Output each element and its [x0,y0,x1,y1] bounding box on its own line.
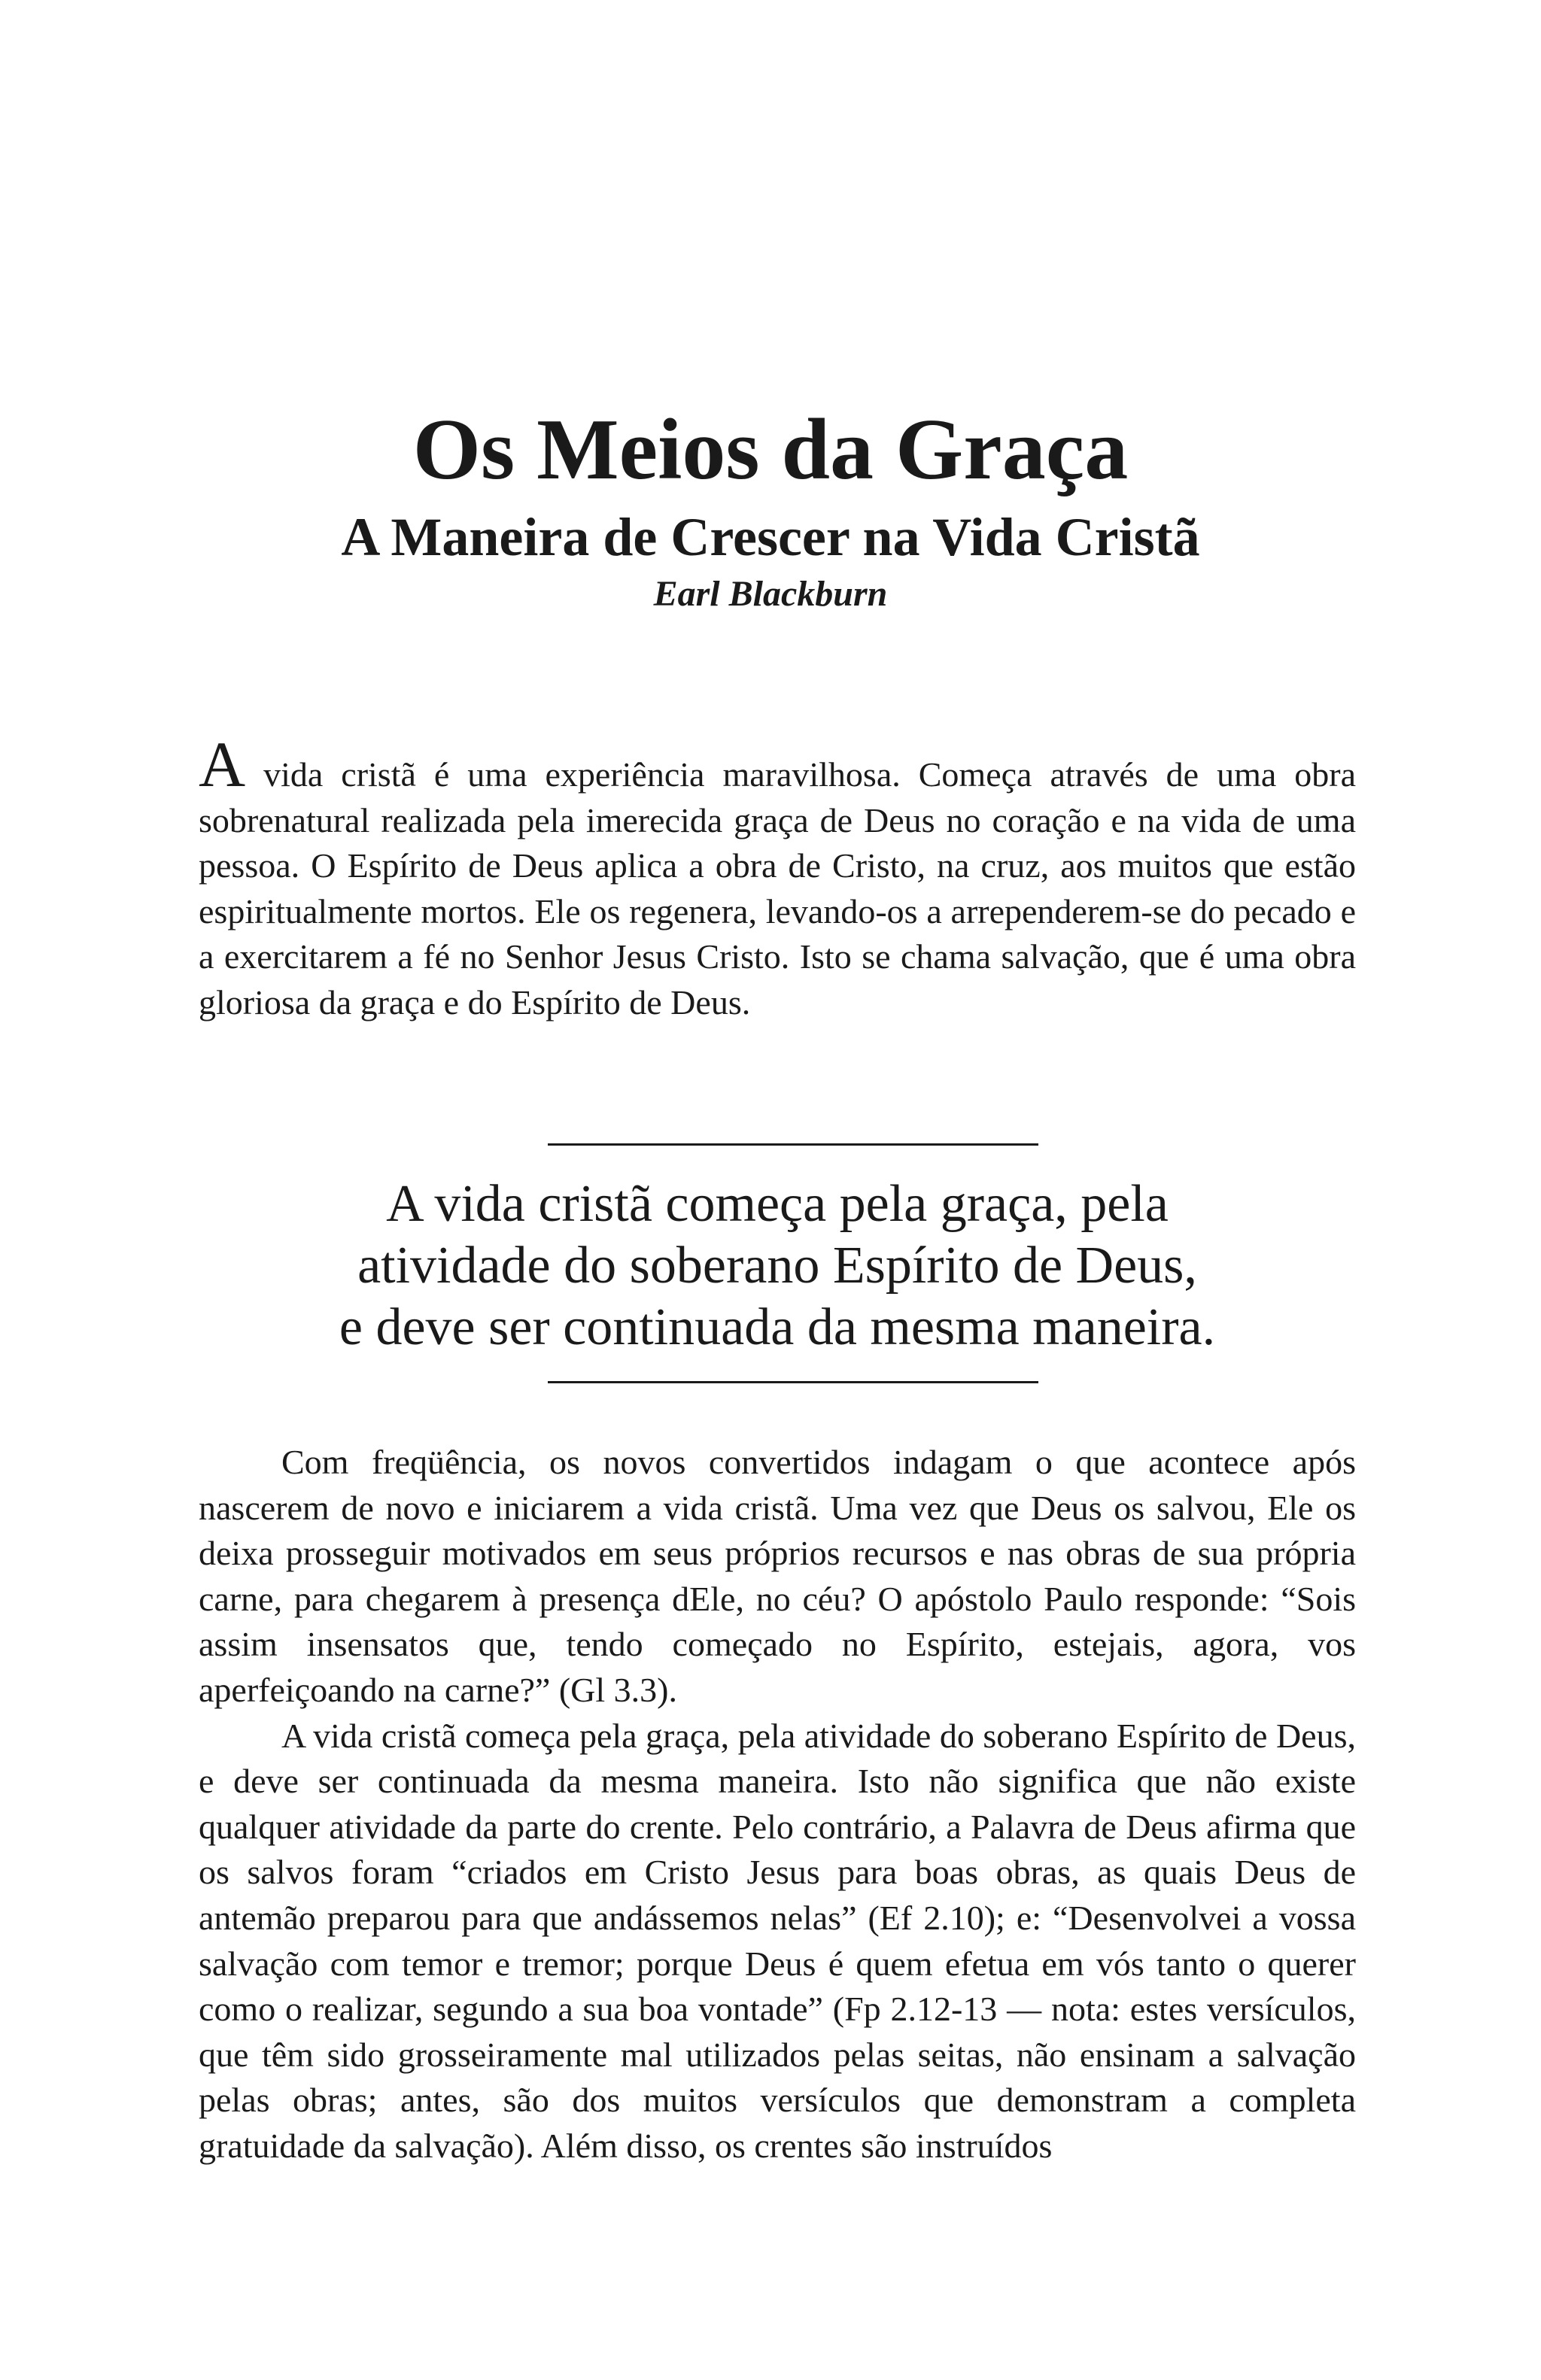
pull-quote-bottom-rule [548,1381,1038,1383]
pull-quote-line: A vida cristã começa pela graça, pela [386,1175,1169,1233]
document-subtitle: A Maneira de Crescer na Vida Cristã [341,507,1200,567]
pull-quote-line: e deve ser continuada da mesma maneira. [339,1298,1216,1356]
pull-quote [199,1173,1356,1358]
document-title: Os Meios da Graça [412,402,1129,498]
drop-cap: A [199,728,246,800]
intro-section [199,728,1357,1026]
body-paragraph: Com freqüência, os novos convertidos indagam o que acontece após nascerem de novo e iniciarem a vida cristã. Uma vez que Deus os salvou, Ele os deixa prosseguir motivados em seus próprios recursos e nas obras de sua própria carne, para chegarem à presença dEle, no céu? O apóstolo Paulo responde: “Sois assim insensatos que, tendo começado no Espírito, estejais, agora, vos aperfeiçoando na carne?” (Gl 3.3). [199,1443,1356,1709]
intro-paragraph [199,728,1357,1026]
pull-quote-top-rule [548,1143,1038,1146]
body-section [199,1440,1356,2169]
intro-text: vida cristã é uma experiência maravilhosa. Começa através de uma obra sobrenatural realizada pela imerecida graça de Deus no coração e na vida de uma pessoa. O Espírito de Deus aplica a obra de Cristo, na cruz, aos muitos que estão espiritualmente mortos. Ele os regenera, levando-os a arrependerem-se do pecado e a exercitarem a fé no Senhor Jesus Cristo. Isto se chama salvação, que é uma obra gloriosa da graça e do Espírito de Deus. [199,755,1357,1022]
pull-quote-line: atividade do soberano Espírito de Deus, [357,1237,1197,1295]
body-paragraph: A vida cristã começa pela graça, pela atividade do soberano Espírito de Deus, e deve ser continuada da mesma maneira. Isto não significa que não existe qualquer atividade da parte do crente. Pelo contrário, a Palavra de Deus afirma que os salvos foram “criados em Cristo Jesus para boas obras, as quais Deus de antemão preparou para que andássemos nelas” (Ef 2.10); e: “Desenvolvei a vossa salvação com temor e tremor; porque Deus é quem efetua em vós tanto o querer como o realizar, segundo a sua boa vontade” (Fp 2.12-13 — nota: estes versículos, que têm sido grosseiramente mal utilizados pelas seitas, não ensinam a salvação pelas obras; antes, são dos muitos versículos que demonstram a completa gratuidade da salvação). Além disso, os crentes são instruídos [199,1716,1356,2165]
author-name: Earl Blackburn [653,574,888,614]
